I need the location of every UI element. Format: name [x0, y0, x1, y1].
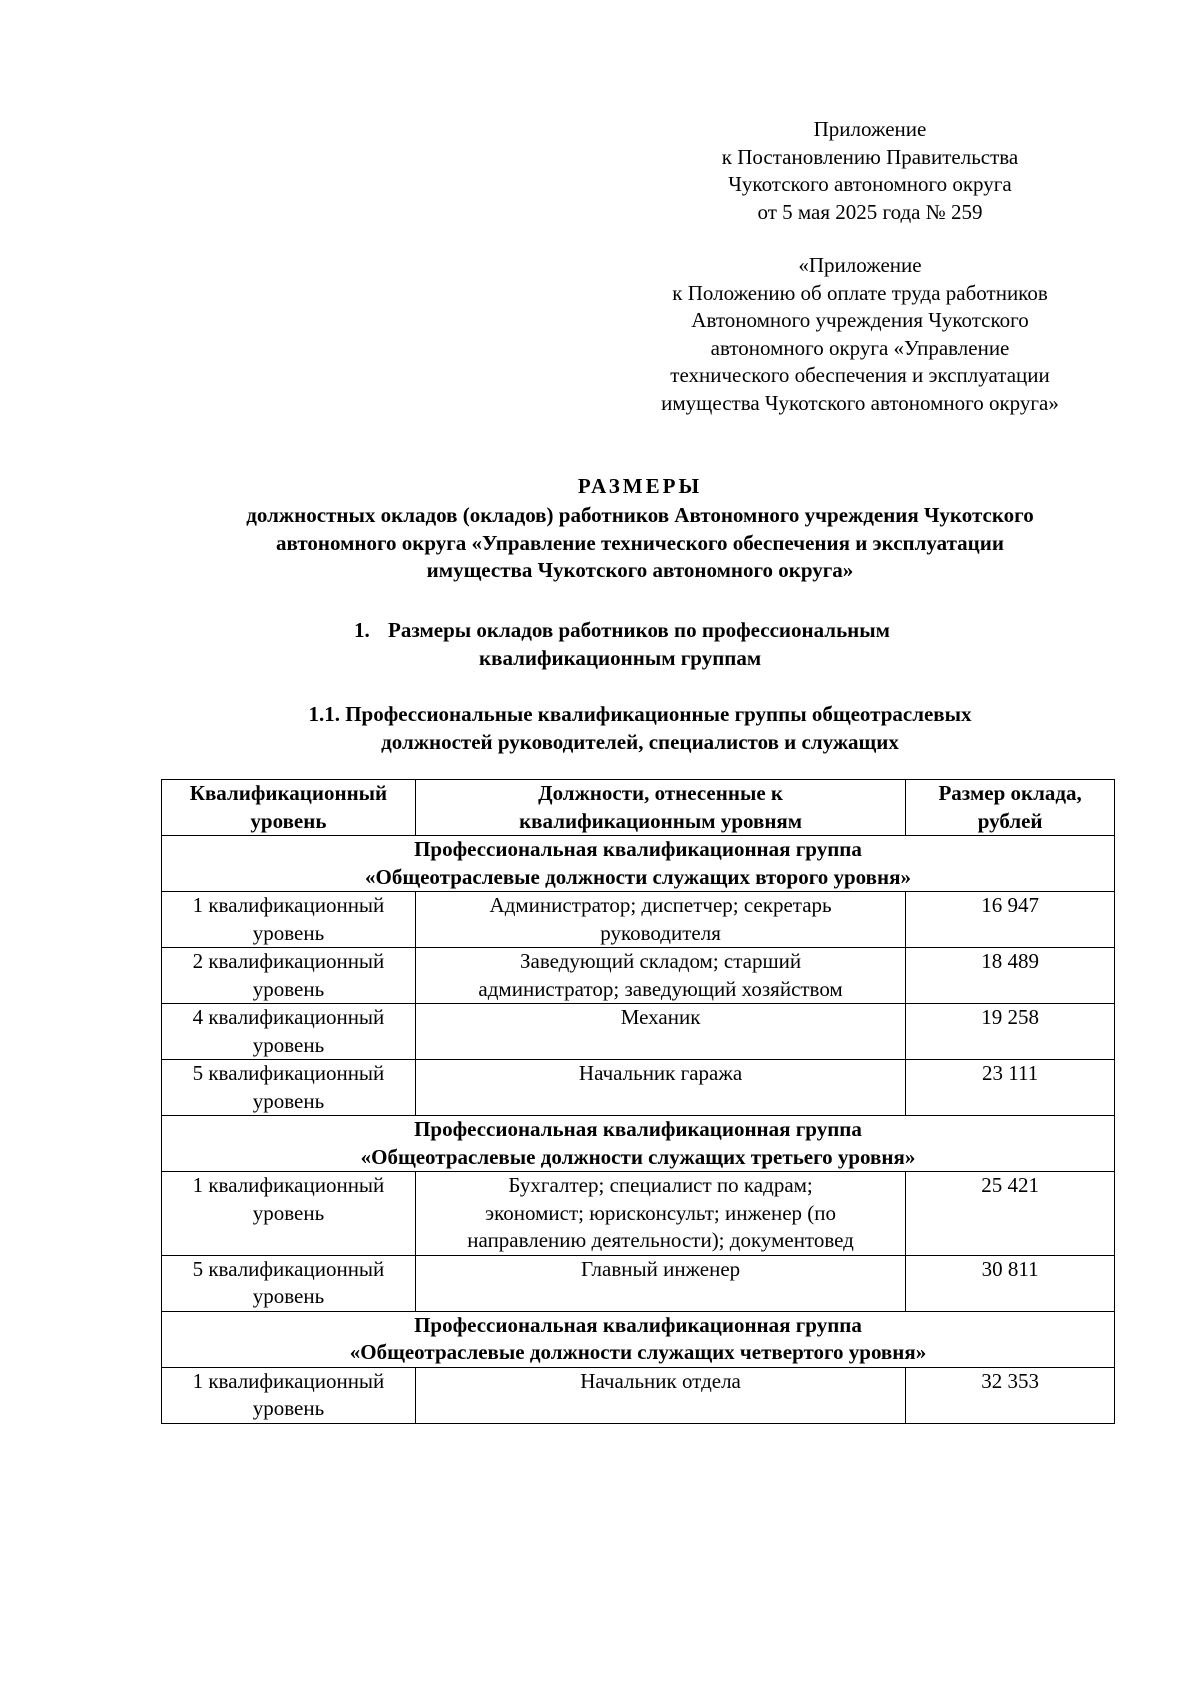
section-heading-line: квалификационным группам: [479, 645, 762, 670]
cell-salary: 32 353: [906, 1367, 1115, 1423]
appendix-reference-line: Автономного учреждения Чукотского: [691, 308, 1029, 332]
cell-level: [162, 1004, 416, 1060]
cell-positions: [415, 1367, 905, 1423]
header-text: Должности, отнесенные к: [538, 781, 784, 805]
group-header-row: [162, 836, 1115, 892]
appendix-header-line: Чукотского автономного округа: [728, 172, 1012, 196]
appendix-header: [620, 116, 1120, 226]
section-number: 1.: [354, 618, 370, 642]
appendix-reference-line: имущества Чукотского автономного округа»: [661, 390, 1059, 415]
cell-positions: [415, 892, 905, 948]
cell-positions: [415, 1172, 905, 1256]
cell-salary: 30 811: [906, 1255, 1115, 1311]
appendix-reference: [600, 252, 1120, 417]
cell-text: Администратор; диспетчер; секретарь: [489, 893, 832, 917]
table-row: [162, 1060, 1115, 1116]
cell-salary: 16 947: [906, 892, 1115, 948]
cell-text: уровень: [252, 920, 325, 945]
appendix-header-line: от 5 мая 2025 года № 259: [757, 199, 983, 224]
group-title-line: Профессиональная квалификационная группа: [414, 1117, 862, 1141]
table-row: [162, 892, 1115, 948]
appendix-reference-line: автономного округа «Управление: [710, 335, 1010, 360]
subsection-heading-line: 1.1. Профессиональные квалификационные группы общеотраслевых: [308, 702, 972, 726]
group-title-line: Профессиональная квалификационная группа: [414, 837, 862, 861]
group-title: [162, 836, 1115, 892]
document-title: РАЗМЕРЫ: [577, 474, 703, 498]
header-text: уровень: [250, 808, 327, 833]
cell-level: [162, 1367, 416, 1423]
document-subtitle: [160, 502, 1120, 585]
group-header-row: [162, 1116, 1115, 1172]
cell-text: уровень: [252, 976, 325, 1001]
group-title: [162, 1116, 1115, 1172]
group-title-line: «Общеотраслевые должности служащих третьего уровня»: [360, 1144, 916, 1169]
cell-level: [162, 1255, 416, 1311]
group-title-line: «Общеотраслевые должности служащих четвертого уровня»: [349, 1340, 927, 1364]
header-text: квалификационным уровням: [519, 808, 803, 833]
appendix-header-line: Приложение: [813, 117, 927, 141]
group-title-line: «Общеотраслевые должности служащих второго уровня»: [365, 864, 911, 889]
cell-level: [162, 892, 416, 948]
cell-salary: 18 489: [906, 948, 1115, 1004]
cell-text: уровень: [252, 1032, 325, 1057]
salary-table: [161, 779, 1115, 1424]
subsection-heading-line: должностей руководителей, специалистов и служащих: [381, 729, 899, 754]
cell-salary: 25 421: [906, 1172, 1115, 1256]
header-positions: [415, 780, 905, 836]
subtitle-line: должностных окладов (окладов) работников Автономного учреждения Чукотского: [246, 503, 1034, 527]
cell-text: Начальник гаража: [578, 1061, 743, 1085]
table-row: [162, 1172, 1115, 1256]
appendix-reference-line: к Положению об оплате труда работников: [672, 280, 1048, 305]
cell-text: 5 квалификационный: [192, 1061, 385, 1085]
cell-salary: 23 111: [906, 1060, 1115, 1116]
header-text: рублей: [977, 808, 1043, 833]
header-text: Квалификационный: [189, 781, 388, 805]
group-title-line: Профессиональная квалификационная группа: [414, 1312, 862, 1337]
cell-text: Начальник отдела: [580, 1368, 741, 1393]
appendix-reference-line: «Приложение: [798, 253, 922, 277]
cell-text: администратор; заведующий хозяйством: [478, 976, 843, 1001]
header-level: [162, 780, 416, 836]
cell-salary: 19 258: [906, 1004, 1115, 1060]
section-1-heading: [354, 617, 1054, 672]
table-header-row: [162, 780, 1115, 836]
cell-text: руководителя: [600, 920, 721, 945]
cell-level: [162, 1060, 416, 1116]
subtitle-line: автономного округа «Управление технического обеспечения и эксплуатации: [276, 530, 1004, 555]
cell-text: 4 квалификационный: [192, 1005, 385, 1029]
table-row: [162, 1004, 1115, 1060]
subtitle-line: имущества Чукотского автономного округа»: [426, 558, 854, 582]
cell-positions: [415, 1004, 905, 1060]
cell-text: 2 квалификационный: [192, 949, 385, 973]
cell-positions: [415, 1060, 905, 1116]
table-row: [162, 948, 1115, 1004]
cell-positions: [415, 948, 905, 1004]
cell-text: уровень: [252, 1396, 325, 1420]
cell-text: экономист; юрисконсульт; инженер (по: [485, 1200, 837, 1225]
cell-text: уровень: [252, 1200, 325, 1225]
cell-text: 5 квалификационный: [192, 1256, 385, 1281]
subsection-1-1-heading: [160, 701, 1120, 756]
header-text: Размер оклада,: [938, 781, 1082, 805]
cell-positions: [415, 1255, 905, 1311]
table-row: [162, 1255, 1115, 1311]
cell-text: 1 квалификационный: [192, 893, 385, 917]
cell-text: 1 квалификационный: [192, 1368, 385, 1393]
cell-text: 1 квалификационный: [192, 1173, 385, 1197]
cell-text: Главный инженер: [580, 1256, 741, 1281]
section-heading-line: Размеры окладов работников по профессиональным: [388, 618, 890, 642]
group-title: [162, 1311, 1115, 1367]
table-row: [162, 1367, 1115, 1423]
cell-text: уровень: [252, 1088, 325, 1113]
header-salary: [906, 780, 1115, 836]
appendix-header-line: к Постановлению Правительства: [721, 144, 1019, 169]
cell-text: направлению деятельности); документовед: [467, 1228, 854, 1252]
cell-text: Заведующий складом; старший: [520, 949, 802, 973]
cell-level: [162, 948, 416, 1004]
cell-text: уровень: [252, 1284, 325, 1308]
group-header-row: [162, 1311, 1115, 1367]
cell-text: Бухгалтер; специалист по кадрам;: [508, 1173, 813, 1197]
cell-level: [162, 1172, 416, 1256]
appendix-reference-line: технического обеспечения и эксплуатации: [670, 363, 1050, 387]
cell-text: Механик: [620, 1005, 701, 1029]
